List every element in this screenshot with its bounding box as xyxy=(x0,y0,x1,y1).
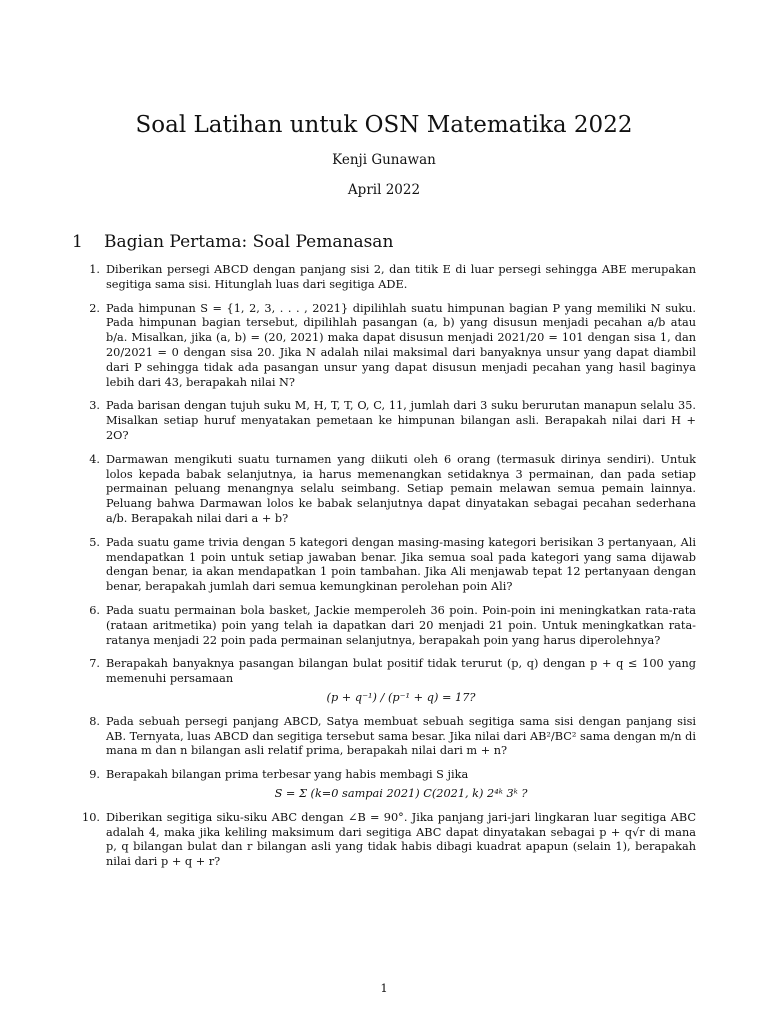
problem-item xyxy=(80,453,696,527)
section-number: 1 xyxy=(72,232,83,252)
problem-item xyxy=(80,302,696,391)
problem-number: 9. xyxy=(89,768,100,782)
problem-text: Pada suatu permainan bola basket, Jackie memperoleh 36 poin. Poin-poin ini meningkatkan rata-rata (rataan aritmetika) poin yang telah ia dapatkan dari 20 menjadi 21 poin. Untuk meningkatkan rata-ratanya menjadi 22 poin pada permainan selanjutnya, berapakah poin yang harus diperolehnya? xyxy=(106,603,696,647)
publication-date: April 2022 xyxy=(347,182,421,198)
problem-item xyxy=(80,768,696,802)
problem-number: 7. xyxy=(89,657,100,671)
section-heading xyxy=(72,232,393,252)
page-number: 1 xyxy=(380,981,388,995)
problem-text: Pada suatu game trivia dengan 5 kategori dengan masing-masing kategori berisikan 3 pertanyaan, Ali mendapatkan 1 poin untuk setiap jawaban benar. Jika semua soal pada kategori yang sama dijawab dengan benar, ia akan mendapatkan 1 poin tambahan. Jika Ali menjawab tepat 12 pertanyaan dengan benar, berapakah jumlah dari semua kemungkinan perolehan poin Ali? xyxy=(106,535,696,594)
problem-number: 8. xyxy=(89,714,100,728)
problem-number: 5. xyxy=(89,535,100,549)
problem-number: 10. xyxy=(82,810,100,824)
problem-number: 2. xyxy=(89,301,100,315)
problem-number: 3. xyxy=(89,399,100,413)
problem-text: Pada himpunan S = {1, 2, 3, . . . , 2021} dipilihlah suatu himpunan bagian P yang memiliki N suku. Pada himpunan bagian tersebut, dipilihlah pasangan (a, b) yang disusun menjadi pecahan a/b atau b/a. Misalkan, jika (a, b) = (20, 2021) maka dapat disusun menjadi 2021/20 = 101 dengan sisa 1, dan 20/2021 = 0 dengan sisa 20. Jika N adalah nilai maksimal dari banyaknya unsur yang dapat diambil dari P sehingga tidak ada pasangan unsur yang dapat disusun menjadi pecahan yang hasil baginya lebih dari 43, berapakah nilai N? xyxy=(106,301,696,389)
problem-text: Berapakah bilangan prima terbesar yang habis membagi S jika xyxy=(106,768,469,782)
problem-item xyxy=(80,536,696,595)
problem-text: Pada barisan dengan tujuh suku M, H, T, T, O, C, 11, jumlah dari 3 suku berurutan manapun selalu 35. Misalkan setiap huruf menyatakan pemetaan ke himpunan bilangan asli. Berapakah nilai dari H + 2O? xyxy=(106,399,696,442)
problem-item xyxy=(80,715,696,759)
problem-text: Diberikan persegi ABCD dengan panjang sisi 2, dan titik E di luar persegi sehingga ABE merupakan segitiga sama sisi. Hitunglah luas dari segitiga ADE. xyxy=(106,263,696,291)
problem-item xyxy=(80,657,696,705)
problem-list xyxy=(80,263,696,879)
author-name: Kenji Gunawan xyxy=(332,152,436,168)
problem-number: 6. xyxy=(89,603,100,617)
problem-item xyxy=(80,263,696,293)
problem-item xyxy=(80,604,696,648)
problem-text: Darmawan mengikuti suatu turnamen yang diikuti oleh 6 orang (termasuk dirinya sendiri). Untuk lolos kepada babak selanjutnya, ia harus memenangkan setidaknya 3 permainan, dan pada setiap permainan peluang menangnya selalu seimbang. Setiap pemain melawan semua pemain lainnya. Peluang bahwa Darmawan lolos ke babak selanjutnya dapat dinyatakan sebagai pecahan sederhana a/b. Berapakah nilai dari a + b? xyxy=(106,452,696,525)
display-equation: S = Σ (k=0 sampai 2021) C(2021, k) 2⁴ᵏ 3ᵏ ? xyxy=(274,786,528,800)
problem-number: 1. xyxy=(89,263,100,276)
problem-item xyxy=(80,811,696,870)
section-title: Bagian Pertama: Soal Pemanasan xyxy=(104,232,394,252)
problem-item xyxy=(80,399,696,443)
paper-title: Soal Latihan untuk OSN Matematika 2022 xyxy=(135,112,633,138)
problem-number: 4. xyxy=(89,452,100,466)
display-equation: (p + q⁻¹) / (p⁻¹ + q) = 17? xyxy=(326,690,476,704)
problem-text: Berapakah banyaknya pasangan bilangan bulat positif tidak terurut (p, q) dengan p + q ≤ 100 yang memenuhi persamaan xyxy=(106,657,696,686)
problem-text: Pada sebuah persegi panjang ABCD, Satya membuat sebuah segitiga sama sisi dengan panjang sisi AB. Ternyata, luas ABCD dan segitiga tersebut sama besar. Jika nilai dari AB²/BC² sama dengan m/n di mana m dan n bilangan asli relatif prima, berapakah nilai dari m + n? xyxy=(106,714,696,758)
problem-text: Diberikan segitiga siku-siku ABC dengan ∠B = 90°. Jika panjang jari-jari lingkaran luar segitiga ABC adalah 4, maka jika keliling maksimum dari segitiga ABC dapat dinyatakan sebagai p + q√r di mana p, q bilangan bulat dan r bilangan asli yang tidak habis dibagi kuadrat apapun (selain 1), berapakah nilai dari p + q + r? xyxy=(106,810,696,869)
